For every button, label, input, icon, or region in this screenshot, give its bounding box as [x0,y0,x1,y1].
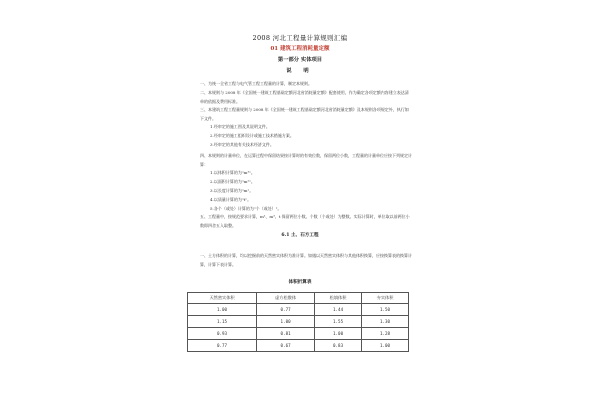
table-header-cell: 松填体积 [315,293,362,304]
section-6-heading: 6.1 土、石方工程 [281,233,319,238]
table-cell: 1.44 [315,304,362,316]
paragraph-4: 1.经审定的施工图及其说明文件。 [210,124,270,129]
part-heading: 第一部分 实体项目 [277,57,323,63]
paragraph-3: 三、本建筑工程工程量规则与 2008 年《全国统一建筑工程基础定额河北省消耗量定额》及本规则各项规定外，执行如下文件。 [200,107,409,121]
table-cell: 1.55 [315,316,362,328]
paragraph-7: 四、本规则的计量单位，在运算过程中保留结果按计算时的有效位数，保留两位小数，工程量的计量单位应按下列规定计算： [200,153,412,167]
table-cell: 0.67 [257,340,315,352]
table-header-cell: 虚方松散体 [257,293,315,304]
table-header-cell: 夯实体积 [362,293,409,304]
table-cell: 0.93 [188,328,257,340]
list-item: 2.以面积计算的为"m²"。 [210,179,255,184]
table-cell: 1.28 [362,328,409,340]
list-item: 3.以长度计算的为"m"。 [210,188,254,193]
paragraph-1: 一、为统一全省工程与电气管工程工程量的计算，制定本规则。 [200,81,312,86]
table-cell: 1.00 [362,340,409,352]
table-cell: 0.81 [257,328,315,340]
paragraph-8: 五、工程量中，按规范要求计算，m²、m³、t 保留两位小数。个数（个或处）为整数。实际计算时，单位取以前两位小数即四舍五入取整。 [200,214,410,228]
table-cell: 0.77 [188,340,257,352]
table-row [188,316,409,328]
table-header-cell: 天然密实体积 [188,293,257,304]
table-cell: 0.83 [315,340,362,352]
paragraph-2: 二、本规则与 2008 年《全国统一建筑工程基础定额河北省消耗量定额》配套使用，作为确定各项定额内容建立表达清单的依据及费用标准。 [200,90,409,104]
table-row [188,328,409,340]
table-cell: 1.00 [257,316,315,328]
table-cell: 1.00 [188,304,257,316]
table-cell: 0.77 [257,304,315,316]
table-cell: 1.15 [188,316,257,328]
table-header-row [188,293,409,304]
table-row [188,304,409,316]
volume-conversion-table [187,292,409,352]
paragraph-5: 2.经审定的施工组织设计或施工技术措施方案。 [210,133,294,138]
paragraph-6: 3.经审定的其他有关技术经济文件。 [210,142,274,147]
document-subtitle: 01 建筑工程消耗量定额 [270,46,330,52]
section-heading: 说 明 [286,68,314,74]
document-title: 2008 河北工程量计算规则汇编 [252,34,348,42]
list-item: 1.以体积计算的为"m³"。 [210,170,255,175]
table-row [188,340,409,352]
table-cell: 1.00 [315,328,362,340]
section-6-paragraph: 一、土方体积的计算，均以挖掘前的天然密实体积为准计算。如遇以天然密实体积与其他体积换算，应按换算表的换算计算，计算下表计算。 [200,253,412,267]
list-item: 5.各个（或处）计算的为"个（或处）"。 [210,206,282,211]
table-cell: 1.30 [362,316,409,328]
list-item: 4.以质量计算的为"t"。 [210,197,252,202]
table-title: 体积折算表 [288,280,312,285]
table-cell: 1.50 [362,304,409,316]
